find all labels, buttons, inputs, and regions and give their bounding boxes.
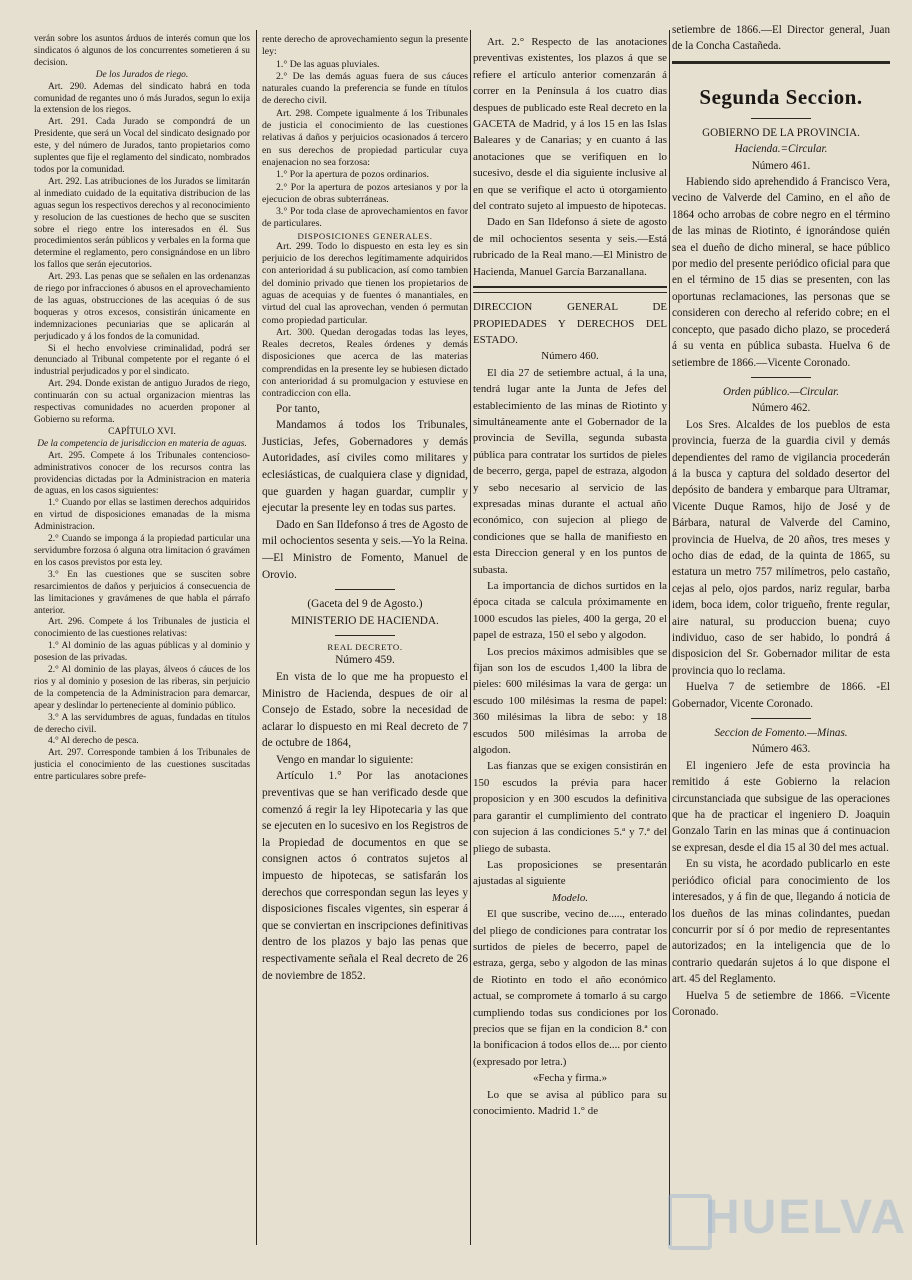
paragraph: El que suscribe, vecino de....., enterado del pliego de condiciones para contratar los surtidos de pieles de becerro, papel de estraza, gerga, sebo y algodon de las minas de Riotinto en todo el año económico actual, se compromete á tomarlo á su cargo cumpliendo todas sus condiciones por los precios que se fijan en la condicion 8.ª con la bonificacion á todos ellos de.... por ciento (expresado por letra.) bbox=[473, 908, 667, 1068]
section-divider bbox=[751, 718, 811, 719]
paragraph: Art. 292. Las atribuciones de los Jurados se limitarán al inmediato cuidado de la equitativa distribucion de las aguas segun los respectivos derechos y al reconocimiento y resolucion de las cuestiones de hecho que se susciten sobre el riego entre los interesados en él. Sus procedimientos serán públicos y verbales en la forma que determine el reglamento, pero consignándose en un libro los fallos que serán ejecutorios. bbox=[34, 176, 250, 271]
section-heading: Número 460. bbox=[541, 350, 599, 363]
paragraph: 1.° De las aguas pluviales. bbox=[276, 58, 380, 70]
section-heading: Número 462. bbox=[751, 402, 811, 415]
column-1 bbox=[34, 34, 250, 1244]
paragraph: Art. 300. Quedan derogadas todas las leyes, Reales decretos, Reales órdenes y demás disposiciones que acerca de las materias comprendidas en la presente ley se hubiesen dictado con anterioridad á su promulgacion y estuviese en contradiccion con ella. bbox=[262, 326, 468, 400]
paragraph: Art. 2.° Respecto de las anotaciones preventivas existentes, los plazos á que se refiere el artículo anterior comenzarán á correr en la Península á los cuatro dias despues de publicado este Real decreto en la GACETA de Madrid, y á los 15 en las Islas Baleares y de Canarias; y en cuanto á las anotaciones que se verifiquen en lo sucesivo, desde el dia siguiente inclusive al en que se verifique el acto ú otorgamiento del contrato sujeto al impuesto de hipotecas. bbox=[473, 36, 667, 213]
column-2 bbox=[262, 34, 468, 1244]
paragraph: REAL DECRETO. bbox=[327, 642, 403, 653]
paragraph: setiembre de 1866.—El Director general, Juan de la Concha Castañeda. bbox=[672, 24, 890, 53]
paragraph: 3.° Por toda clase de aprovechamientos en favor de particulares. bbox=[262, 206, 468, 230]
paragraph: 1.° Cuando por ellas se lastimen derechos adquiridos en virtud de disposiciones emanadas de la misma Administracion. bbox=[34, 498, 250, 533]
paragraph: 3.° En las cuestiones que se susciten sobre resarcimientos de daños y perjuicios á consecuencia de las limitaciones y gravámenes de que habla el párrafo anterior. bbox=[34, 569, 250, 616]
section-heading: Orden público.—Circular. bbox=[723, 385, 839, 398]
section-heading: De la competencia de jurisdiccion en materia de aguas. bbox=[37, 438, 247, 449]
section-heading: De los Jurados de riego. bbox=[95, 69, 189, 80]
heavy-rule bbox=[672, 61, 890, 64]
paragraph: Art. 297. Corresponde tambien á los Tribunales de justicia el conocimiento de las cuestiones suscitadas entre particulares sobre prefe- bbox=[34, 748, 250, 783]
paragraph: Art. 291. Cada Jurado se compondrá de un Presidente, que será un Vocal del sindicato designado por este, y del número de Jurados, tanto propietarios como suplentes que fije el reglamento del sindicato, nombrados todos por la comunidad. bbox=[34, 117, 250, 175]
paragraph: Art. 294. Donde existan de antiguo Jurados de riego, continuarán con su actual organizacion mientras las respectivas comunidades no acuerden proponer al Gobierno su reforma. bbox=[34, 379, 250, 425]
section-heading: Número 463. bbox=[751, 743, 811, 756]
paragraph: Por tanto, bbox=[276, 402, 320, 415]
paragraph: El ingeniero Jefe de esta provincia ha remitido á este Gobierno la relacion circunstanciada que subsigue de las operaciones que ha de practicar el ingeniero D. Joaquin Gonzalo Tarin en las minas que á continuacion se expresan, desde el dia 15 al 30 del mes actual. bbox=[672, 759, 890, 854]
paragraph: Art. 298. Compete igualmente á los Tribunales de justicia el conocimiento de las cuestiones relativas á daños y perjuicios ocasionados á tercero en sus derechos de propiedad particular cuya enajenacion no sea forzosa: bbox=[262, 107, 468, 168]
section-heading: (Gaceta del 9 de Agosto.) bbox=[307, 598, 423, 611]
section-heading: Seccion de Fomento.—Minas. bbox=[714, 727, 848, 740]
paragraph: 1.° Al dominio de las aguas públicas y al dominio y posesion de las privadas. bbox=[34, 641, 250, 664]
paragraph: Las fianzas que se exigen consistirán en 150 escudos la prévia para hacer proposicion y en 300 escudos la definitiva para garantir el cumplimiento del contrato con sujecion á las condiciones 5.ª y 7.ª del pliego de subasta. bbox=[473, 760, 667, 855]
paragraph: Vengo en mandar lo siguiente: bbox=[276, 753, 414, 766]
paragraph: Art. 296. Compete á los Tribunales de justicia el conocimiento de las cuestiones relativas: bbox=[34, 617, 250, 640]
column-rule bbox=[470, 30, 471, 1245]
column-rule bbox=[669, 30, 670, 1245]
section-heading: GOBIERNO DE LA PROVINCIA. bbox=[702, 126, 860, 139]
paragraph: Huelva 5 de setiembre de 1866. =Vicente Coronado. bbox=[672, 989, 890, 1018]
paragraph: El dia 27 de setiembre actual, á la una, tendrá lugar ante la Junta de Jefes del establecimiento de las minas de Riotinto y simultáneamente ante el Gobernador de la provincia de Sevilla, segunda subasta pública para contratar los surtidos de pieles de becerro, gerga, papel de estraza, algodon y sebo necesario al servicio de las expresadas minas durante el actual año económico, con sujecion al pliego de condiciones que se halla de manifiesto en esta Direccion general y en los puntos de subasta. bbox=[473, 366, 667, 576]
paragraph: Art. 299. Todo lo dispuesto en esta ley es sin perjuicio de los derechos legítimamente adquiridos con anterioridad á su publicacion, así como tambien del dominio privado que tienen los propietarios de aguas de acequias y de fuentes ó manantiales, en virtud del cual las aprovechan, venden ó permutan como propiedad particular. bbox=[262, 240, 468, 326]
section-heading: Modelo. bbox=[552, 891, 588, 904]
section-heading: Número 461. bbox=[751, 159, 811, 172]
paragraph: Los precios máximos admisibles que se fijan son los de escudos 1,400 la libra de pieles: 600 milésimas la vara de gerga: un escudo 100 milésimas la resma de papel: 360 milésimas la libra de sebo: y 18 escudos 500 milésimas la arroba de algodon. bbox=[473, 645, 667, 757]
paragraph: Artículo 1.° Por las anotaciones preventivas que se han verificado desde que comenzó á regir la ley Hipotecaria y las que se ejecuten en lo sucesivo en los Registros de la Propiedad de documentos en que se consignen actos ó contratos sujetos al impuesto de hipotecas, se satisfarán los derechos que correspondan segun las leyes y disposiciones fiscales vigentes, sin esperar á que se conviertan en inscripciones definitivas dentro de los plazos y bajo las penas que respectivamente señala el Real decreto de 26 de noviembre de 1852. bbox=[262, 770, 468, 982]
paragraph: Habiendo sido aprehendido á Francisco Vera, vecino de Valverde del Camino, en el año de 1864 ocho arrobas de cobre negro en el término de las minas de Riotinto, é ignorándose quién sea el dueño de dicho mineral, se hace público por medio del presente periódico oficial para que en el término de 15 dias se presenten, con las oportunas reclamaciones, las personas que se consideren con derecho al referido cobre; en el concepto, que pasado dicho plazo, se procederá á su venta en pública subasta. Huelva 6 de setiembre de 1866.—Vicente Coronado. bbox=[672, 176, 890, 369]
paragraph: rente derecho de aprovechamiento segun la presente ley: bbox=[262, 34, 468, 58]
section-divider bbox=[751, 118, 811, 119]
double-rule bbox=[473, 286, 667, 293]
paragraph: Las proposiciones se presentarán ajustadas al siguiente bbox=[473, 858, 667, 888]
paragraph: En su vista, he acordado publicarlo en este periódico oficial para conocimiento de los interesados, y á fin de que, llegando á noticia de los dueños de las minas colindantes, puedan concurrir por sí ó por medio de representantes autorizados; en la inteligencia que de lo contrario quedarán sujetos á lo que dispone el art. 45 del Reglamento. bbox=[672, 858, 890, 986]
column-rule bbox=[256, 30, 257, 1245]
section-divider bbox=[335, 635, 395, 636]
section-heading: Hacienda.=Circular. bbox=[734, 143, 828, 156]
paragraph: Dado en San Ildefonso á tres de Agosto de mil ochocientos sesenta y seis.—Yo la Reina.—El Ministro de Fomento, Manuel de Orovio. bbox=[262, 518, 468, 581]
paragraph: 2.° Cuando se imponga á la propiedad particular una servidumbre forzosa ó alguna otra limitacion ó gravámen en los casos previstos por esta ley. bbox=[34, 534, 250, 568]
paragraph: Lo que se avisa al público para su conocimiento. Madrid 1.° de bbox=[473, 1088, 667, 1117]
column-4 bbox=[672, 22, 890, 1232]
section-divider bbox=[751, 377, 811, 378]
paragraph: En vista de lo que me ha propuesto el Ministro de Hacienda, despues de oir al Consejo de Estado, sobre la necesidad de aclarar lo dispuesto en mi Real decreto de 7 de octubre de 1864, bbox=[262, 670, 468, 750]
column-3 bbox=[473, 34, 667, 1244]
section-heading: «Fecha y firma.» bbox=[532, 1072, 608, 1085]
paragraph: 1.° Por la apertura de pozos ordinarios. bbox=[276, 169, 430, 181]
section-heading: CAPÍTULO XVI. bbox=[108, 426, 176, 437]
paragraph: DISPOSICIONES GENERALES. bbox=[297, 230, 433, 241]
paragraph: Segunda Seccion. bbox=[699, 84, 863, 109]
watermark: HUELVA bbox=[705, 1191, 908, 1244]
paragraph: verán sobre los asuntos árduos de interés comun que los sindicatos ó algunos de los concurrentes sometieren á su decision. bbox=[34, 34, 250, 68]
paragraph: 3.° A las servidumbres de aguas, fundadas en títulos de derecho civil. bbox=[34, 712, 250, 735]
paragraph: Art. 295. Compete á los Tribunales contencioso-administrativos conocer de los recursos contra las providencias dictadas por la Administracion en materia de aguas, en los casos siguientes: bbox=[34, 450, 250, 497]
paragraph: Los Sres. Alcaldes de los pueblos de esta provincia, fuerza de la guardia civil y demás dependientes del ramo de vigilancia procederán á la busca y captura del soldado desertor del depósito de bandera y embarque para Ultramar, Vicente Duque Ramos, hijo de José y de Bárbara, natural de Valverde del Camino, provincia de Huelva, de 20 años, tres meses y ocho dias de edad, de la quinta de 1865, su estatura un metro 757 milímetros, pelo castaño, cejas al pelo, ojos pardos, nariz regular, barba idem, boca idem, color trigueño, frente regular, aire natural, su produccion buena; cuyo individuo, caso de ser habido, lo pondrá á disposicion del Sr. Gobernador militar de esta provincia quo lo reclama. bbox=[672, 418, 890, 677]
paragraph: Mandamos á todos los Tribunales, Justicias, Jefes, Gobernadores y demás Autoridades, así civiles como militares y eclesiásticas, de cualquiera clase y dignidad, que guarden y hagan guardar, cumplir y ejecutar la presente ley en todas sus partes. bbox=[262, 419, 468, 515]
paragraph: DIRECCION GENERAL DE PROPIEDADES Y DERECHOS DEL ESTADO. bbox=[473, 301, 667, 346]
paragraph: Art. 290. Ademas del sindicato habrá en toda comunidad de regantes uno ó más Jurados, segun lo exija la extension de los riegos. bbox=[34, 81, 250, 116]
paragraph: Huelva 7 de setiembre de 1866. -El Gobernador, Vicente Coronado. bbox=[672, 681, 890, 710]
section-heading: Número 459. bbox=[335, 654, 395, 667]
paragraph: 4.° Al derecho de pesca. bbox=[48, 736, 139, 747]
paragraph: Art. 293. Las penas que se señalen en las ordenanzas de riego por infracciones ó abusos en el aprovechamiento de las aguas, obstrucciones de las acequias ó de sus boqueras y otros excesos, consistirán únicamente en indemnizaciones pecuniarias que se aplicarán al perjudicado y á los fondos de la comunidad. bbox=[34, 272, 250, 342]
paragraph: 2.° De las demás aguas fuera de sus cáuces naturales cuando la preferencia se funde en títulos de derecho civil. bbox=[262, 70, 468, 107]
paragraph: Si el hecho envolviese criminalidad, podrá ser denunciado al Tribunal competente por el regante ó el industrial perjudicados y por el sindicato. bbox=[34, 343, 250, 378]
paragraph: 2.° Por la apertura de pozos artesianos y por la ejecucion de obras subterráneas. bbox=[262, 181, 468, 205]
paragraph: La importancia de dichos surtidos en la época citada se calcula próximamente en 1000 escudos las pieles, 400 la gerga, 20 el papel de estraza, 150 el sebo y algodon. bbox=[473, 580, 667, 642]
section-heading: MINISTERIO DE HACIENDA. bbox=[291, 614, 439, 627]
paragraph: 2.° Al dominio de las playas, álveos ó cáuces de los rios y al dominio y posesion de las riberas, sin perjuicio de la competencia de la Administracion para demarcar, apear y deslindar lo perteneciente al dominio público. bbox=[34, 665, 250, 711]
section-divider bbox=[335, 589, 395, 590]
paragraph: Dado en San Ildefonso á siete de agosto de mil ochocientos sesenta y seis.—Está rubricado de la Real mano.—El Ministro de Hacienda, Manuel García Barzanallana. bbox=[473, 216, 667, 278]
